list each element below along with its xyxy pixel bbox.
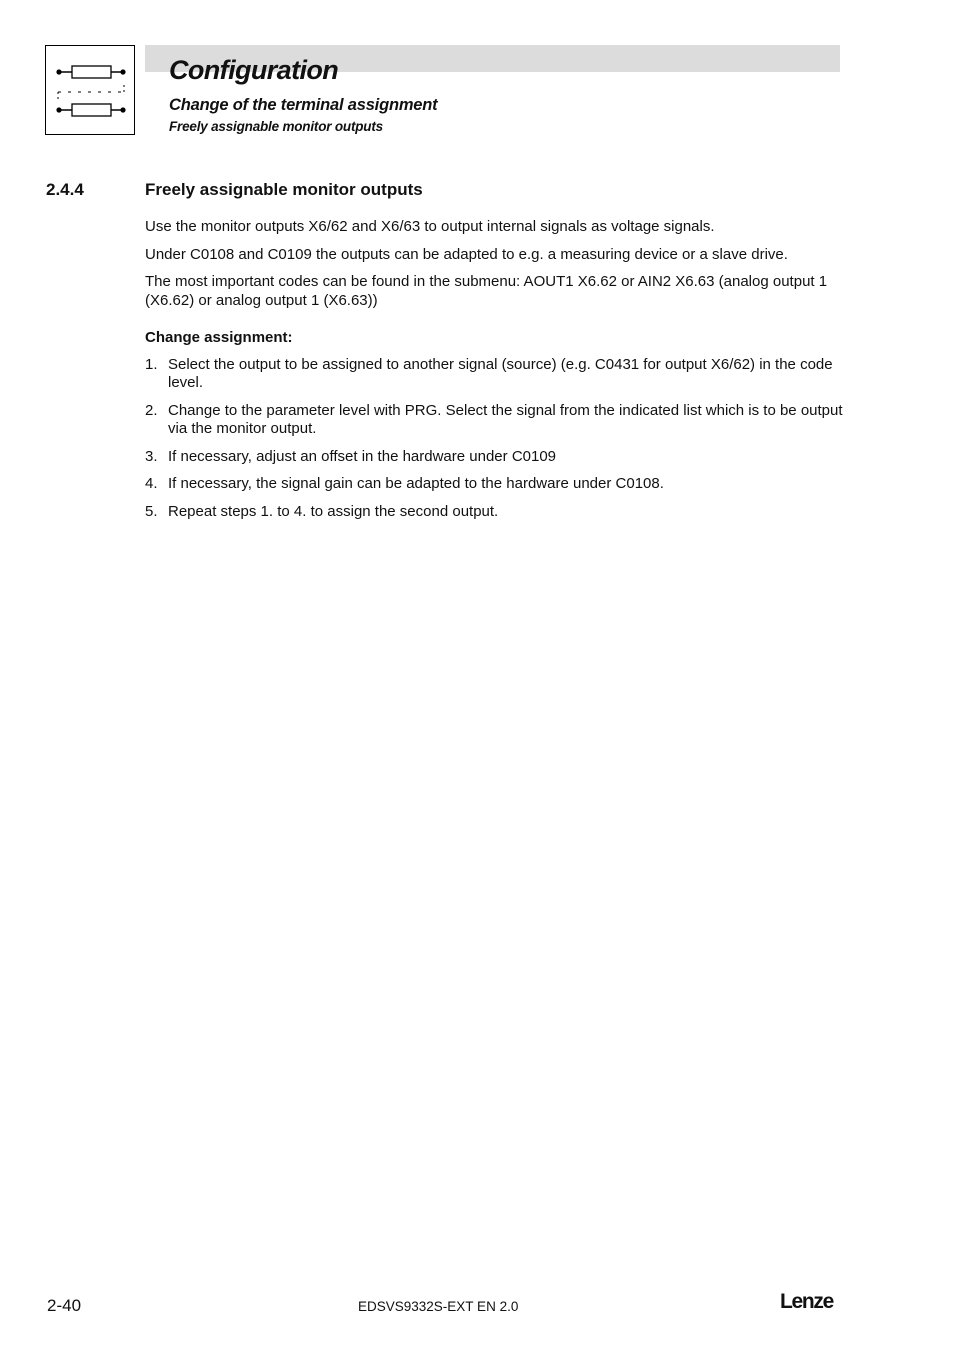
change-assignment-label: Change assignment: <box>145 329 293 346</box>
step-number: 5. <box>145 502 158 520</box>
section-number: 2.4.4 <box>46 180 84 199</box>
step-text: Repeat steps 1. to 4. to assign the second output. <box>168 502 499 520</box>
lenze-logo: Lenze <box>780 1290 834 1313</box>
adapt-paragraph: Under C0108 and C0109 the outputs can be adapted to e.g. a measuring device or a slave drive. <box>145 245 788 263</box>
list-item <box>145 475 845 494</box>
terminal-assignment-diagram-icon <box>45 45 135 135</box>
section-body <box>145 218 845 530</box>
step-number: 1. <box>145 355 158 373</box>
page-title: Configuration <box>169 55 339 85</box>
terminal-diagram-graphic <box>46 46 134 134</box>
step-text: If necessary, adjust an offset in the hardware under C0109 <box>168 447 557 465</box>
steps-list <box>145 356 845 522</box>
list-item <box>145 402 845 439</box>
document-id: EDSVS9332S-EXT EN 2.0 <box>358 1299 519 1314</box>
step-number: 2. <box>145 401 158 419</box>
step-text: Change to the parameter level with PRG. Select the signal from the indicated list which is to be output via the monitor output. <box>168 401 843 437</box>
section-subtitle: Freely assignable monitor outputs <box>169 119 383 134</box>
intro-paragraph: Use the monitor outputs X6/62 and X6/63 to output internal signals as voltage signals. <box>145 218 715 235</box>
section-title: Freely assignable monitor outputs <box>145 180 423 199</box>
list-item <box>145 503 845 522</box>
step-text: If necessary, the signal gain can be adapted to the hardware under C0108. <box>168 475 664 492</box>
list-item <box>145 448 845 467</box>
list-item <box>145 356 845 393</box>
step-number: 4. <box>145 475 158 492</box>
codes-paragraph: The most important codes can be found in the submenu: AOUT1 X6.62 or AIN2 X6.63 (analog output 1 (X6.62) or analog output 1 (X6.63)) <box>145 273 828 309</box>
step-text: Select the output to be assigned to another signal (source) (e.g. C0431 for output X6/62) in the code level. <box>168 355 833 391</box>
page-number: 2-40 <box>47 1296 82 1315</box>
step-number: 3. <box>145 447 158 465</box>
chapter-subtitle: Change of the terminal assignment <box>169 96 438 114</box>
